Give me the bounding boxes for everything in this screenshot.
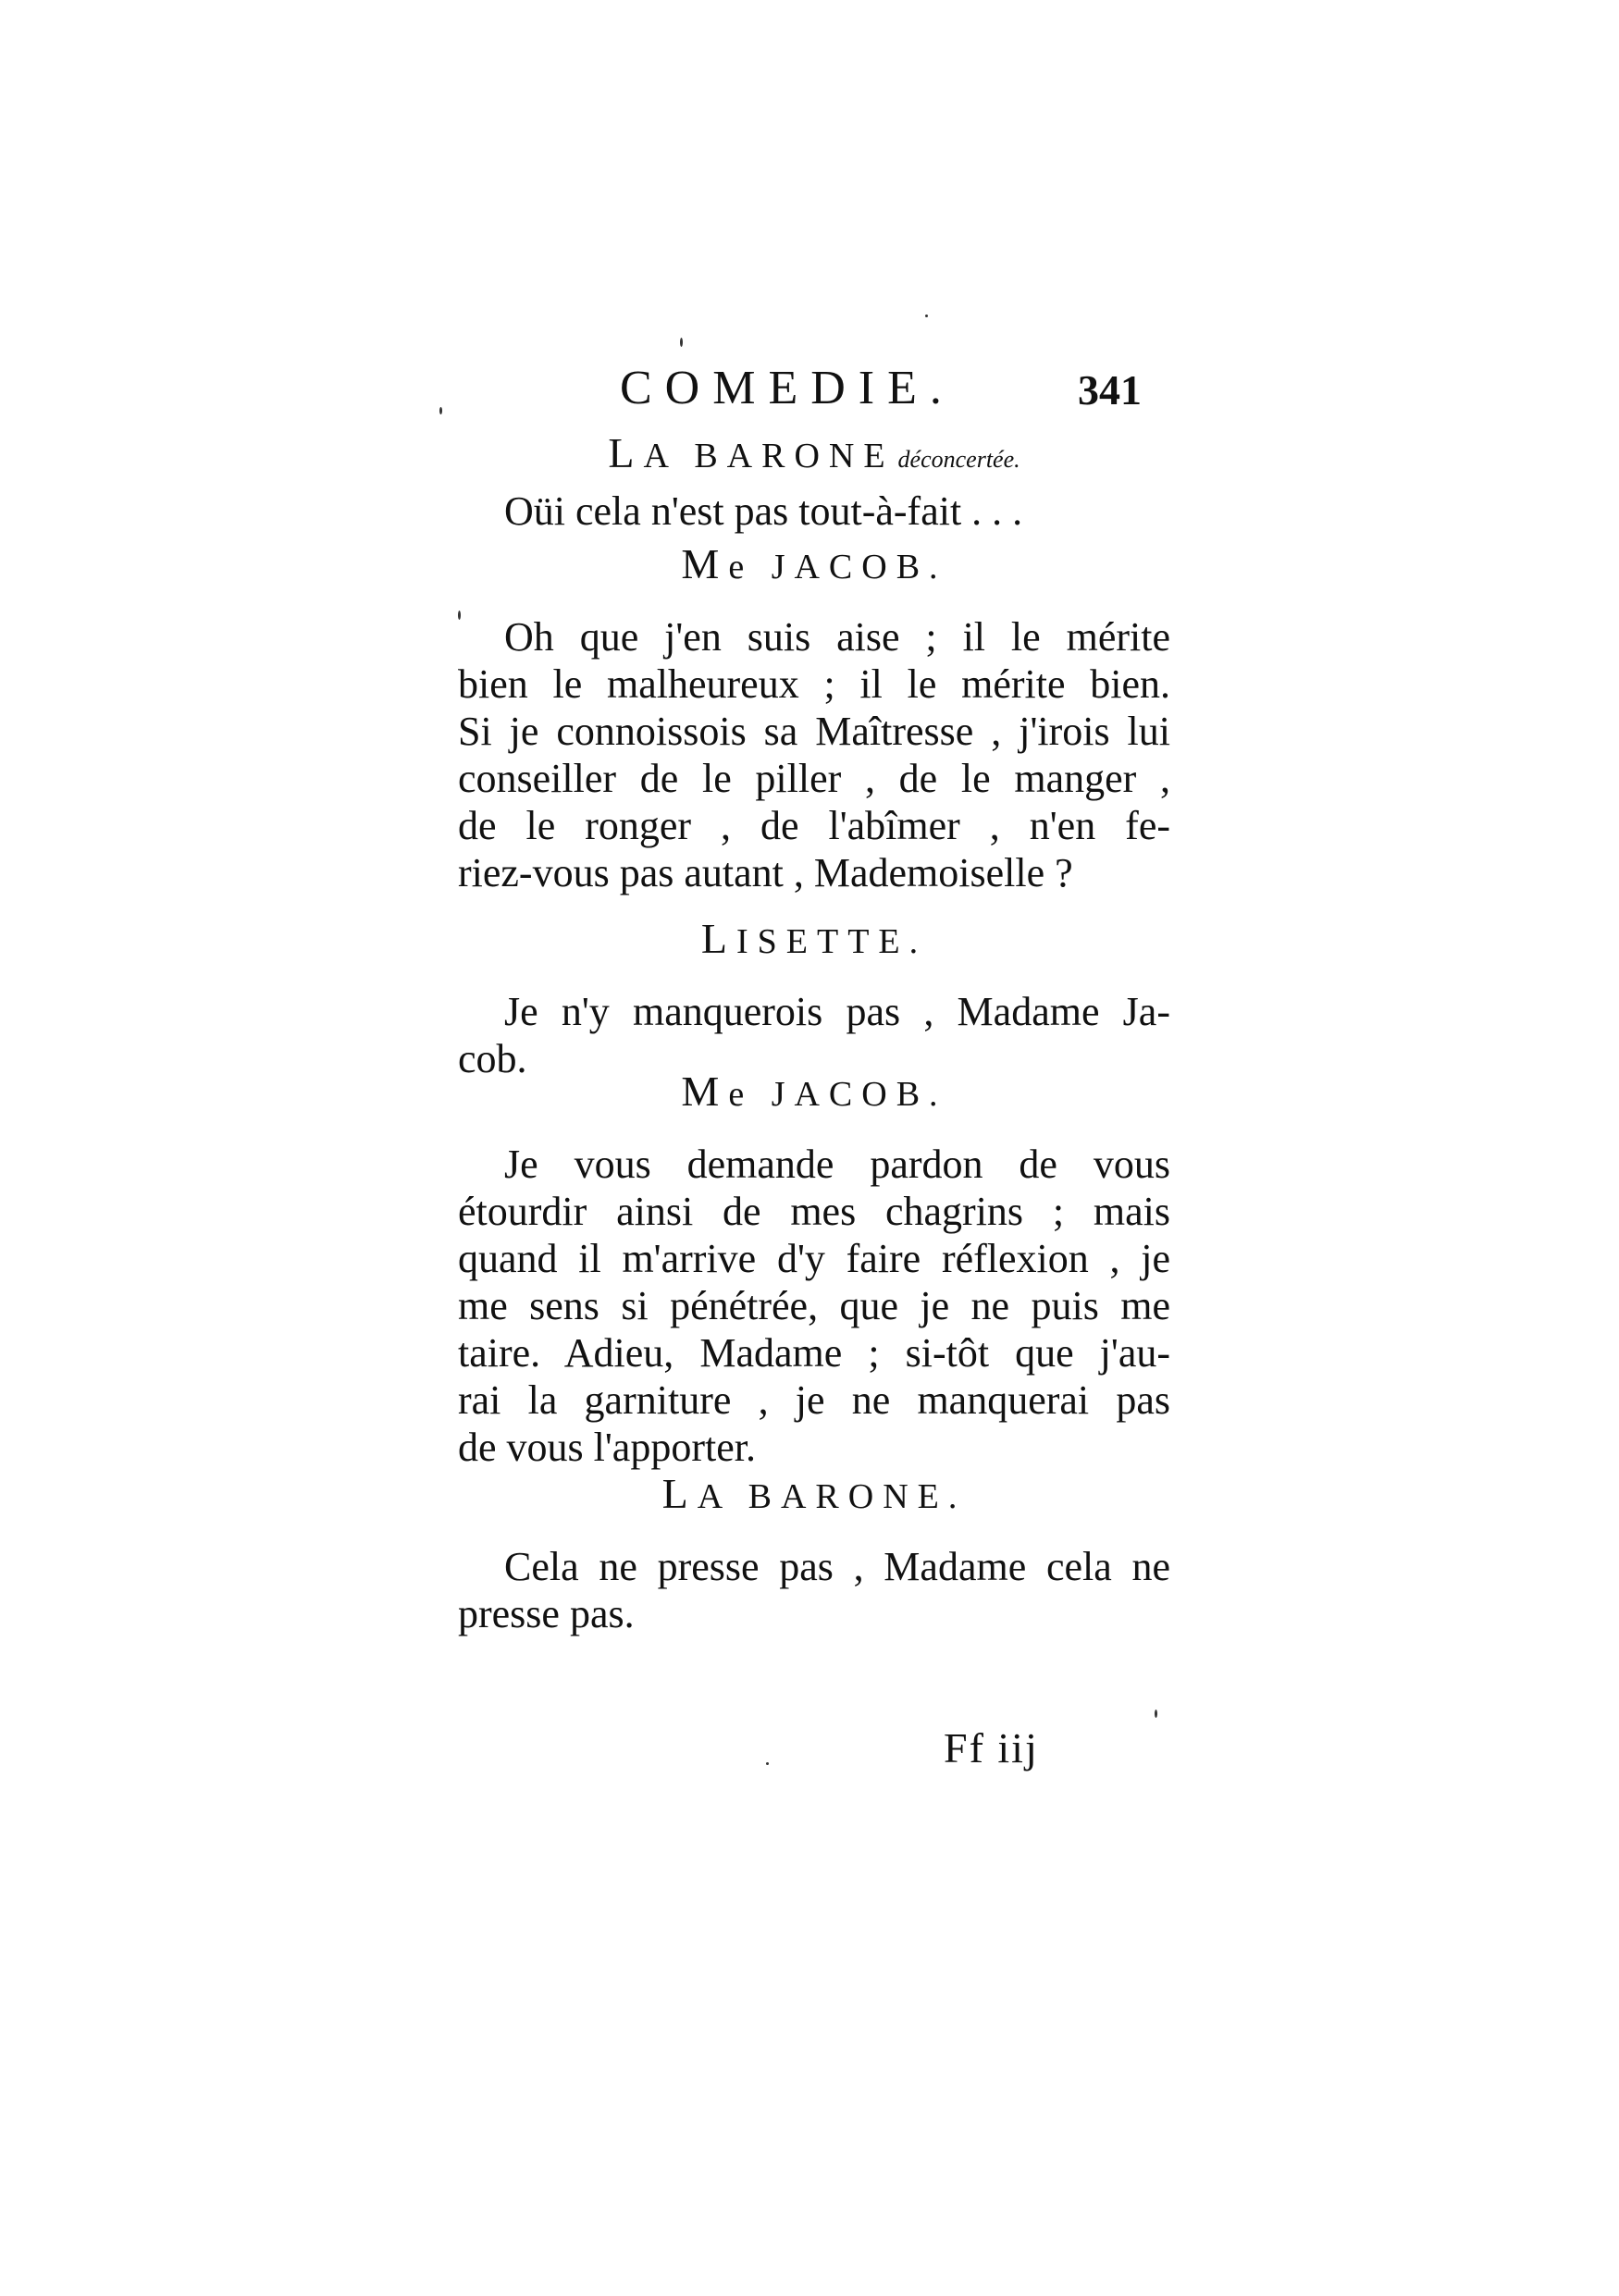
scan-speck — [439, 407, 442, 414]
speech-text: Je vous demande pardon de vous étourdir ainsi de mes chagrins ; mais quand il m'arrive d'y faire réflexion , je me sens si pénétrée, que je ne puis me taire. Adieu, Madame ; si-tôt que j'au- rai la garniture , je ne manquerai pas de vous l'apporter. — [458, 1142, 1170, 1470]
speech-me-jacob-2 — [458, 1064, 1170, 1471]
running-title: COMEDIE. — [620, 362, 955, 414]
speech-text: Je n'y manquerois pas , Madame Ja- cob. — [458, 989, 1170, 1081]
speaker-name: Me JACOB. — [681, 540, 947, 587]
scan-speck — [1155, 1710, 1157, 1718]
page-header — [620, 356, 1175, 421]
speaker-name: LA BARONE. — [661, 1470, 967, 1517]
speech-text: Oh que j'en suis aise ; il le mérite bien le malheureux ; il le mérite bien. Si je connoissois sa Maîtresse , j'irois lui conseiller de le piller , de le manger , de le ronger , de l'abîmer , n'en fe- riez-vous pas autant , Mademoiselle ? — [458, 614, 1170, 895]
speech-me-jacob-1 — [458, 537, 1170, 896]
speaker-name: Me JACOB. — [681, 1068, 947, 1115]
scan-speck — [766, 1762, 769, 1765]
scan-speck — [458, 611, 461, 620]
speaker-name: LISETTE. — [700, 915, 928, 962]
stage-direction: déconcertée. — [897, 446, 1020, 473]
signature-mark: Ff iij — [944, 1724, 1039, 1771]
speech-lisette — [458, 911, 1170, 1082]
speech-la-barone-2 — [458, 1466, 1170, 1637]
scan-speck — [680, 338, 683, 347]
speech-la-barone-1 — [458, 426, 1170, 535]
speech-text: Cela ne presse pas , Madame cela ne presse pas. — [458, 1544, 1170, 1636]
page-number: 341 — [1078, 366, 1142, 414]
speaker-name: LA BARONE déconcertée. — [608, 429, 1020, 476]
scan-speck — [925, 315, 928, 317]
speech-text: Oüi cela n'est pas tout-à-fait . . . — [504, 488, 1023, 534]
